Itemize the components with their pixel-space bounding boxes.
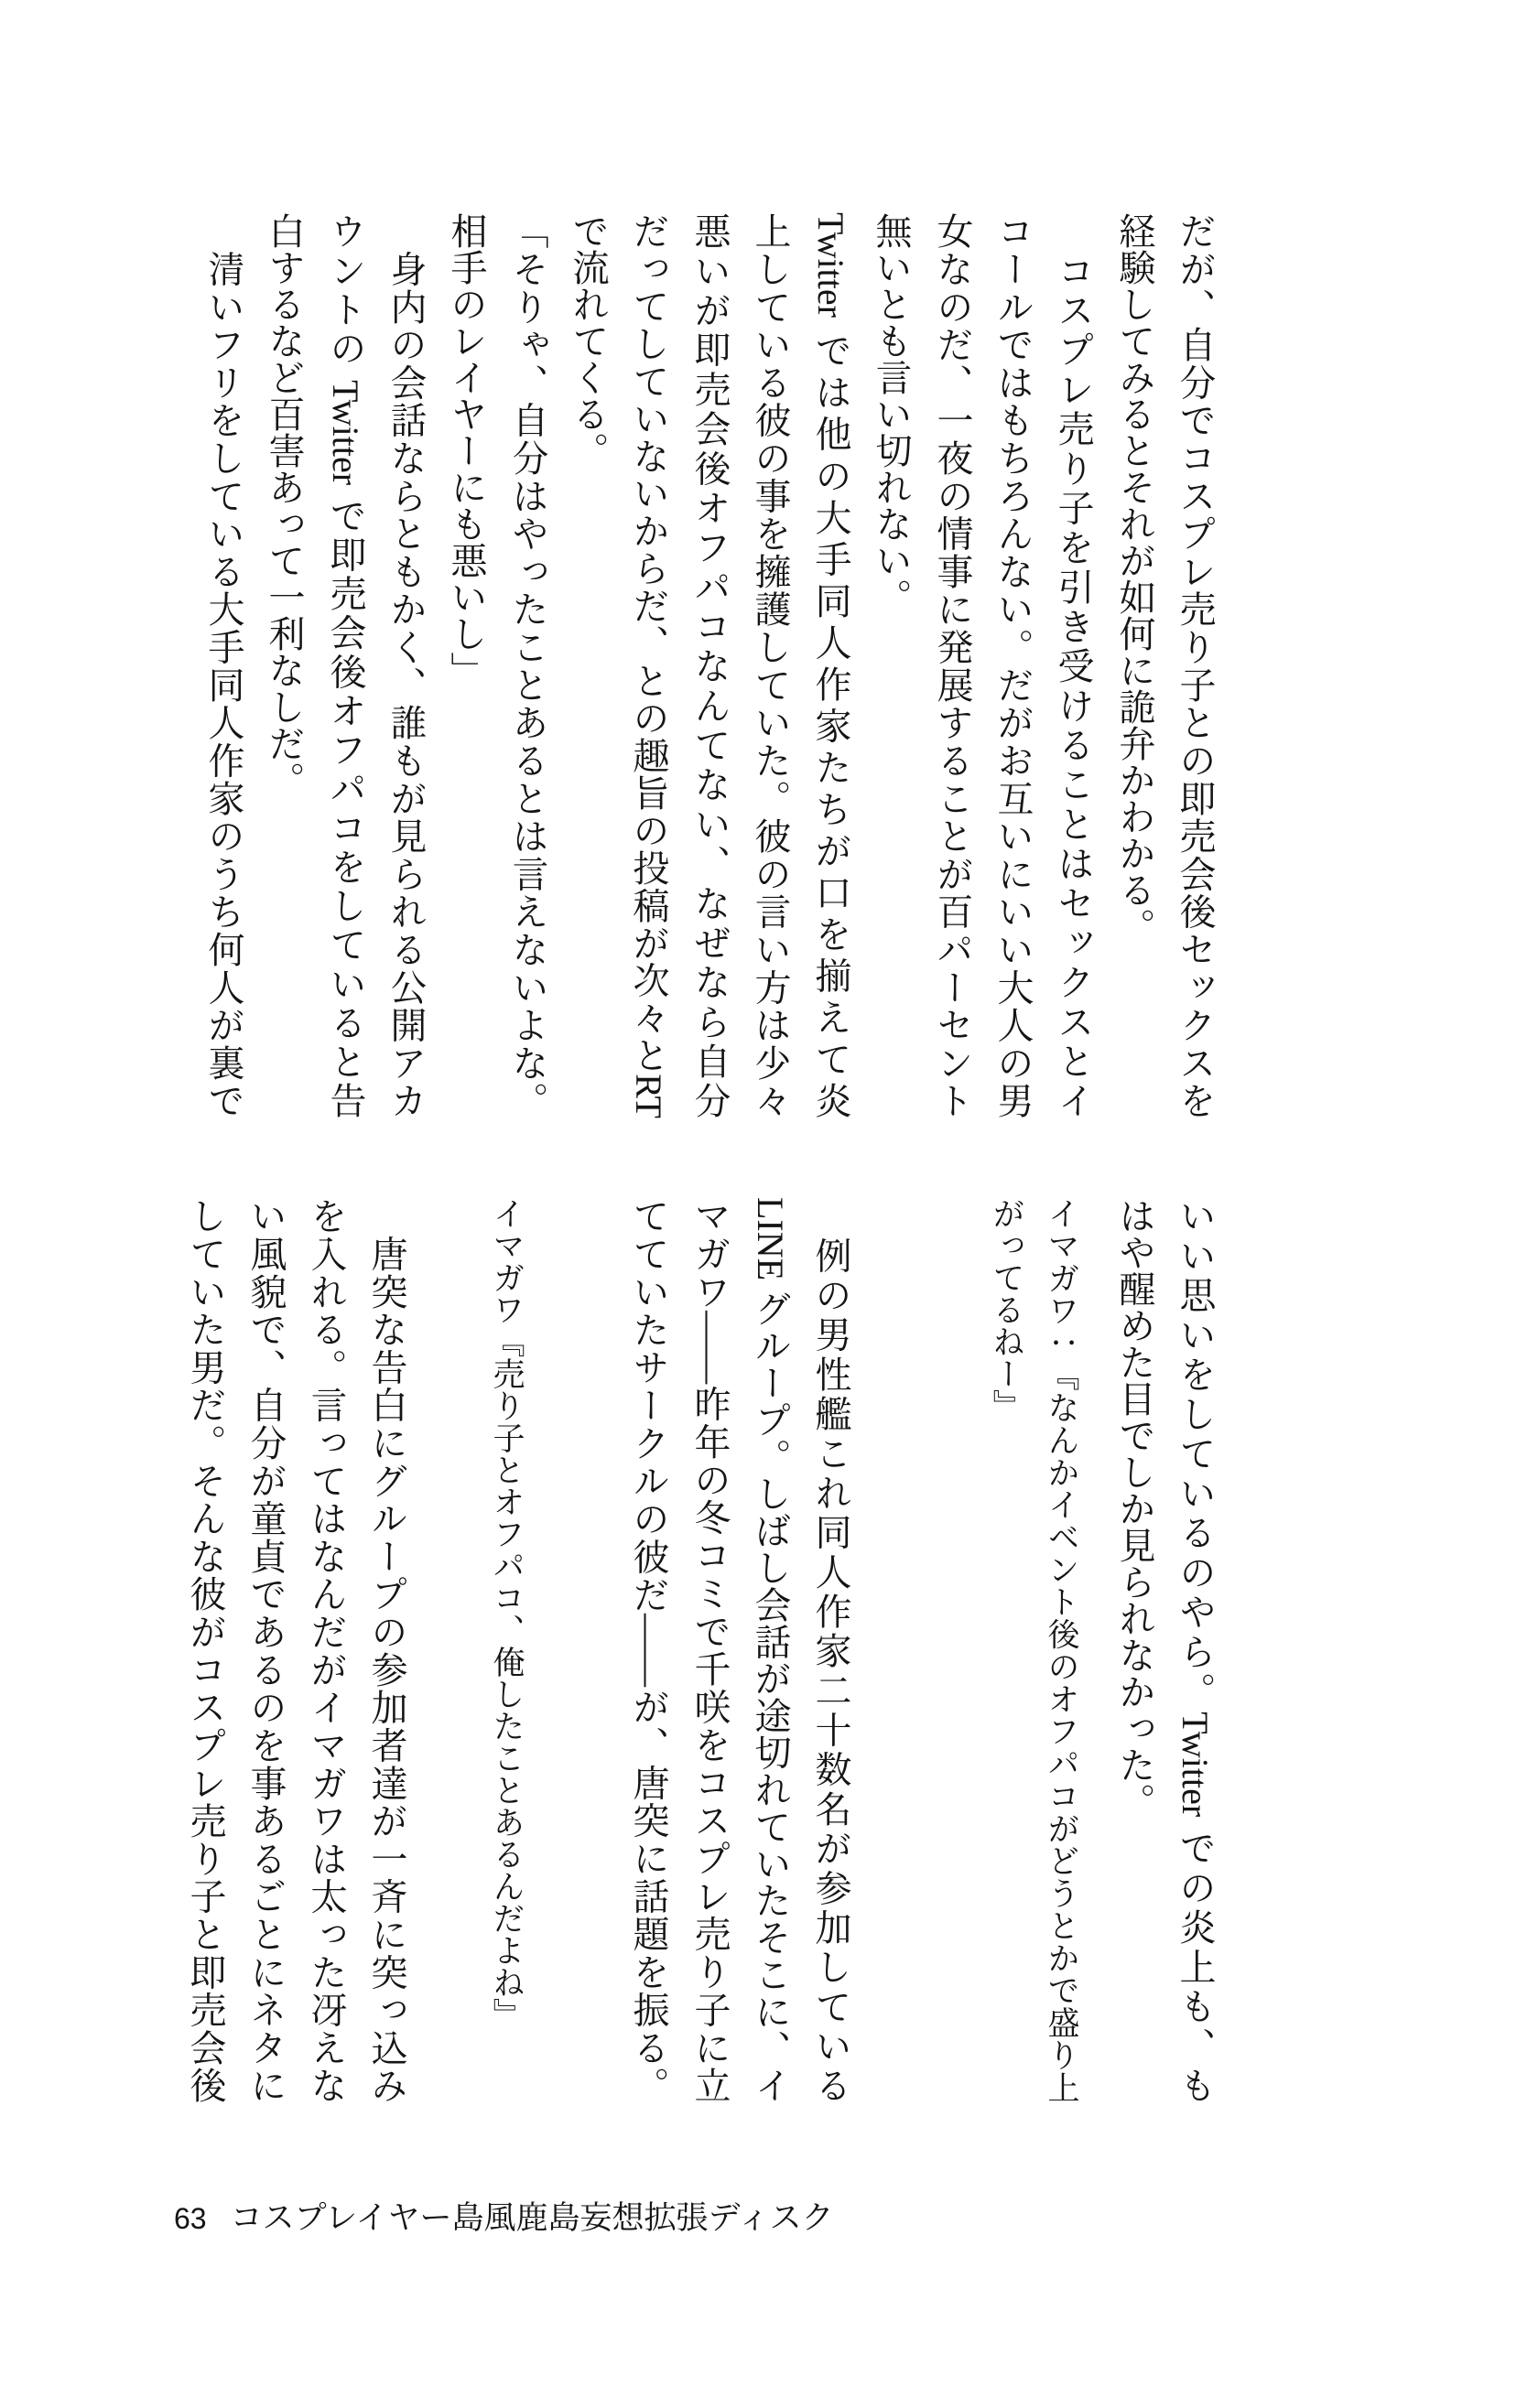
- text-column: だが、自分でコスプレ売り子との即売会後セックスを: [1175, 212, 1216, 1118]
- chat-message-column: イマガワ『売り子とオフパコ、俺したことあるんだよね』: [489, 1197, 525, 2030]
- text-column: 身内の会話ならともかく、誰もが見られる公開アカ: [385, 212, 427, 1118]
- text-column: 経験してみるとそれが如何に詭弁かわかる。: [1114, 212, 1155, 945]
- text-column: 女なのだ、一夜の情事に発展することが百パーセント: [932, 212, 973, 1118]
- chat-message-column: がってるねー』: [989, 1197, 1024, 1421]
- text-column: はや醒めた目でしか見られなかった。: [1114, 1197, 1155, 1819]
- text-column: だってしていないからだ、との趣旨の投稿が次々とRT: [628, 212, 669, 1118]
- text-column: コスプレ売り子を引き受けることはセックスとイ: [1053, 212, 1094, 1119]
- chat-message-column: イマガワ：『なんかイベント後のオフパコがどうとかで盛り上: [1044, 1197, 1079, 2103]
- text-column: 唐突な告白にグループの参加者達が一斉に突っ込み: [366, 1197, 407, 2103]
- text-column: を入れる。言ってはなんだがイマガワは太った冴えな: [306, 1197, 347, 2103]
- text-column: 白するなど百害あって一利なしだ。: [264, 212, 305, 798]
- text-column: 清いフリをしている大手同人作家のうち何人が裏で: [203, 212, 244, 1118]
- text-column: Twitter では他の大手同人作家たちが口を揃えて炎: [810, 212, 851, 1118]
- running-title: コスプレイヤー島風鹿島妄想拡張ディスク: [230, 2200, 834, 2236]
- text-column: ウントの Twitter で即売会後オフパコをしていると告: [325, 212, 366, 1118]
- text-column: てていたサークルの彼だ――が、唐突に話題を振る。: [628, 1197, 669, 2104]
- page-footer: [174, 2193, 834, 2239]
- text-column: 無いとも言い切れない。: [871, 212, 912, 615]
- text-column: で流れてくる。: [568, 212, 609, 469]
- text-column: していた男だ。そんな彼がコスプレ売り子と即売会後: [185, 1197, 226, 2103]
- text-column: コールではもちろんない。だがお互いにいい大人の男: [992, 212, 1034, 1118]
- text-column: 相手のレイヤーにも悪いし」: [446, 212, 487, 688]
- upper-text-block: [0, 212, 1538, 1128]
- lower-text-block: [0, 1197, 1538, 2112]
- text-column: LINE グループ。しばし会話が途切れていたそこに、イ: [750, 1197, 791, 2103]
- text-column: 「そりゃ、自分はやったことあるとは言えないよな。: [507, 212, 548, 1118]
- text-column: い風貌で、自分が童貞であるのを事あるごとにネタに: [245, 1197, 287, 2103]
- page-number: 63: [174, 2202, 207, 2235]
- text-column: 悪いが即売会後オフパコなんてない、なぜなら自分: [689, 212, 731, 1118]
- text-column: いい思いをしているのやら。Twitter での炎上も、も: [1175, 1197, 1216, 2103]
- text-column: 例の男性艦これ同人作家二十数名が参加している: [810, 1197, 851, 2103]
- text-column: マガワ――昨年の冬コミで千咲をコスプレ売り子に立: [689, 1197, 731, 2103]
- text-column: 上している彼の事を擁護していた。彼の言い方は少々: [750, 212, 791, 1118]
